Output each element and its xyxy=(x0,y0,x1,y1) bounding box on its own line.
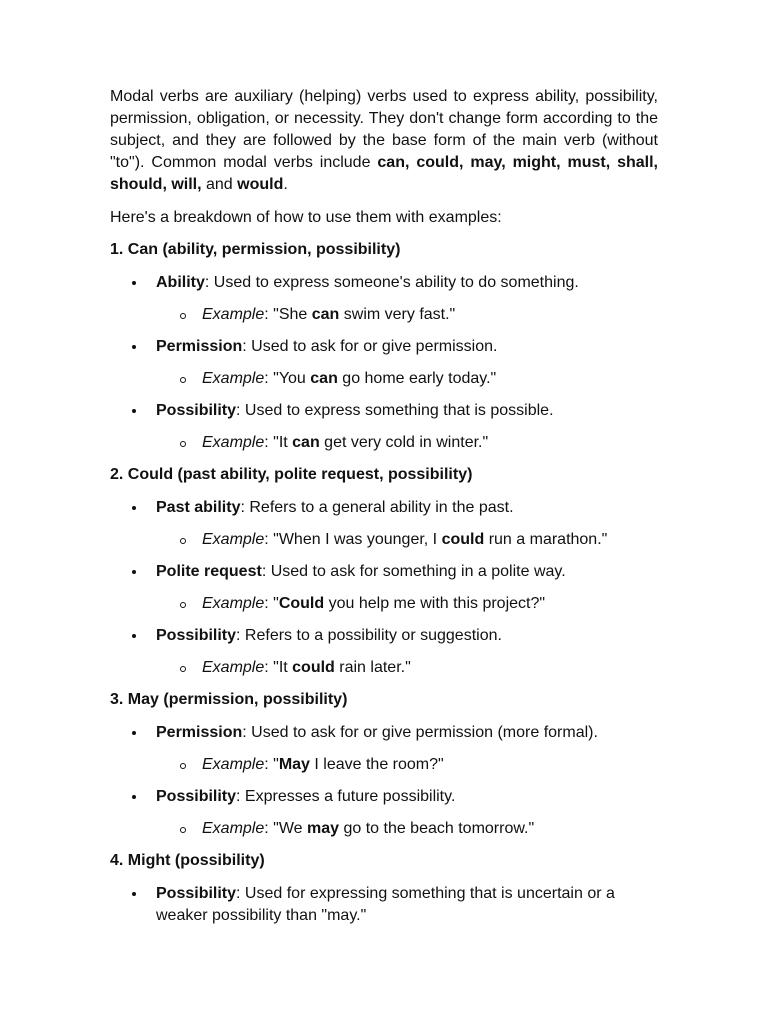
bullet-item xyxy=(156,497,658,519)
bullet-desc: : Refers to a possibility or suggestion. xyxy=(236,627,502,644)
example-modal: may xyxy=(306,820,340,837)
section-heading-may: 3. May (permission, possibility) xyxy=(110,691,348,708)
example-label: Example xyxy=(202,531,265,548)
example-modal: can xyxy=(311,306,340,323)
example-modal: can xyxy=(310,370,338,387)
example-text: you help me with this project?" xyxy=(324,595,546,612)
example-item xyxy=(202,657,411,679)
bullet-desc: : Expresses a future possibility. xyxy=(236,788,456,805)
bullet-term: Past ability xyxy=(156,499,241,516)
bullet-desc: : Used to express someone's ability to do something. xyxy=(204,274,579,291)
example-text: : "When I was younger, I xyxy=(264,531,442,548)
intro-text: Modal verbs are auxiliary (helping) verbs used to express ability, possibility, permission, obligation, or necessity. They don't change form according to the subject, and they are followed by the base form of the main verb (without "to"). Common modal verbs include xyxy=(110,88,658,171)
example-item xyxy=(202,529,607,551)
example-item xyxy=(202,304,455,326)
bullet-desc: : Refers to a general ability in the past. xyxy=(240,499,514,516)
bullet-term: Polite request xyxy=(156,563,262,580)
example-label: Example xyxy=(202,595,265,612)
example-text: : " xyxy=(264,595,279,612)
intro-and: and xyxy=(201,176,238,193)
example-label: Example xyxy=(202,659,265,676)
example-text: get very cold in winter." xyxy=(319,434,489,451)
example-text: : "She xyxy=(264,306,312,323)
lead-sentence: Here's a breakdown of how to use them with examples: xyxy=(110,209,502,226)
section-heading-can: 1. Can (ability, permission, possibility) xyxy=(110,241,401,258)
bullet-term: Permission xyxy=(156,338,243,355)
bullet-term: Ability xyxy=(156,274,205,291)
example-text: : "You xyxy=(264,370,311,387)
example-modal: could xyxy=(292,659,335,676)
example-text: rain later." xyxy=(334,659,411,676)
example-text: : " xyxy=(264,756,279,773)
section-heading-could: 2. Could (past ability, polite request, possibility) xyxy=(110,466,473,483)
intro-period: . xyxy=(283,176,288,193)
bullet-item xyxy=(156,786,658,808)
example-item xyxy=(202,754,444,776)
bullet-item xyxy=(156,561,658,583)
modal-verb-list: can, could, may, might, must, shall, should, will, xyxy=(110,154,659,193)
example-modal: can xyxy=(292,434,320,451)
intro-paragraph xyxy=(110,86,658,196)
bullet-term: Permission xyxy=(156,724,243,741)
example-item xyxy=(202,818,534,840)
example-text: go home early today." xyxy=(337,370,497,387)
example-text: : "It xyxy=(264,434,293,451)
bullet-item xyxy=(156,625,658,647)
example-text: : "It xyxy=(264,659,293,676)
example-label: Example xyxy=(202,756,265,773)
bullet-term: Possibility xyxy=(156,885,237,902)
example-text: I leave the room?" xyxy=(309,756,444,773)
example-text: : "We xyxy=(264,820,307,837)
bullet-term: Possibility xyxy=(156,788,237,805)
bullet-item xyxy=(156,400,658,422)
bullet-desc: : Used to ask for something in a polite way. xyxy=(261,563,566,580)
example-modal: could xyxy=(441,531,485,548)
example-modal: May xyxy=(278,756,310,773)
example-label: Example xyxy=(202,434,265,451)
bullet-item xyxy=(156,336,658,358)
example-label: Example xyxy=(202,306,265,323)
example-label: Example xyxy=(202,820,265,837)
example-item xyxy=(202,593,545,615)
example-label: Example xyxy=(202,370,265,387)
bullet-desc: : Used for expressing something that is uncertain or a weaker possibility than "may." xyxy=(156,885,615,924)
example-item xyxy=(202,432,488,454)
example-modal: Could xyxy=(278,595,325,612)
section-heading-might: 4. Might (possibility) xyxy=(110,852,265,869)
modal-verb-would: would xyxy=(237,176,284,193)
bullet-item xyxy=(156,883,658,927)
example-text: swim very fast." xyxy=(339,306,456,323)
bullet-desc: : Used to ask for or give permission (more formal). xyxy=(242,724,598,741)
bullet-desc: : Used to ask for or give permission. xyxy=(242,338,498,355)
example-item xyxy=(202,368,496,390)
bullet-item xyxy=(156,272,658,294)
bullet-item xyxy=(156,722,658,744)
bullet-term: Possibility xyxy=(156,402,237,419)
example-text: run a marathon." xyxy=(484,531,608,548)
bullet-desc: : Used to express something that is possible. xyxy=(236,402,554,419)
bullet-term: Possibility xyxy=(156,627,237,644)
example-text: go to the beach tomorrow." xyxy=(339,820,535,837)
